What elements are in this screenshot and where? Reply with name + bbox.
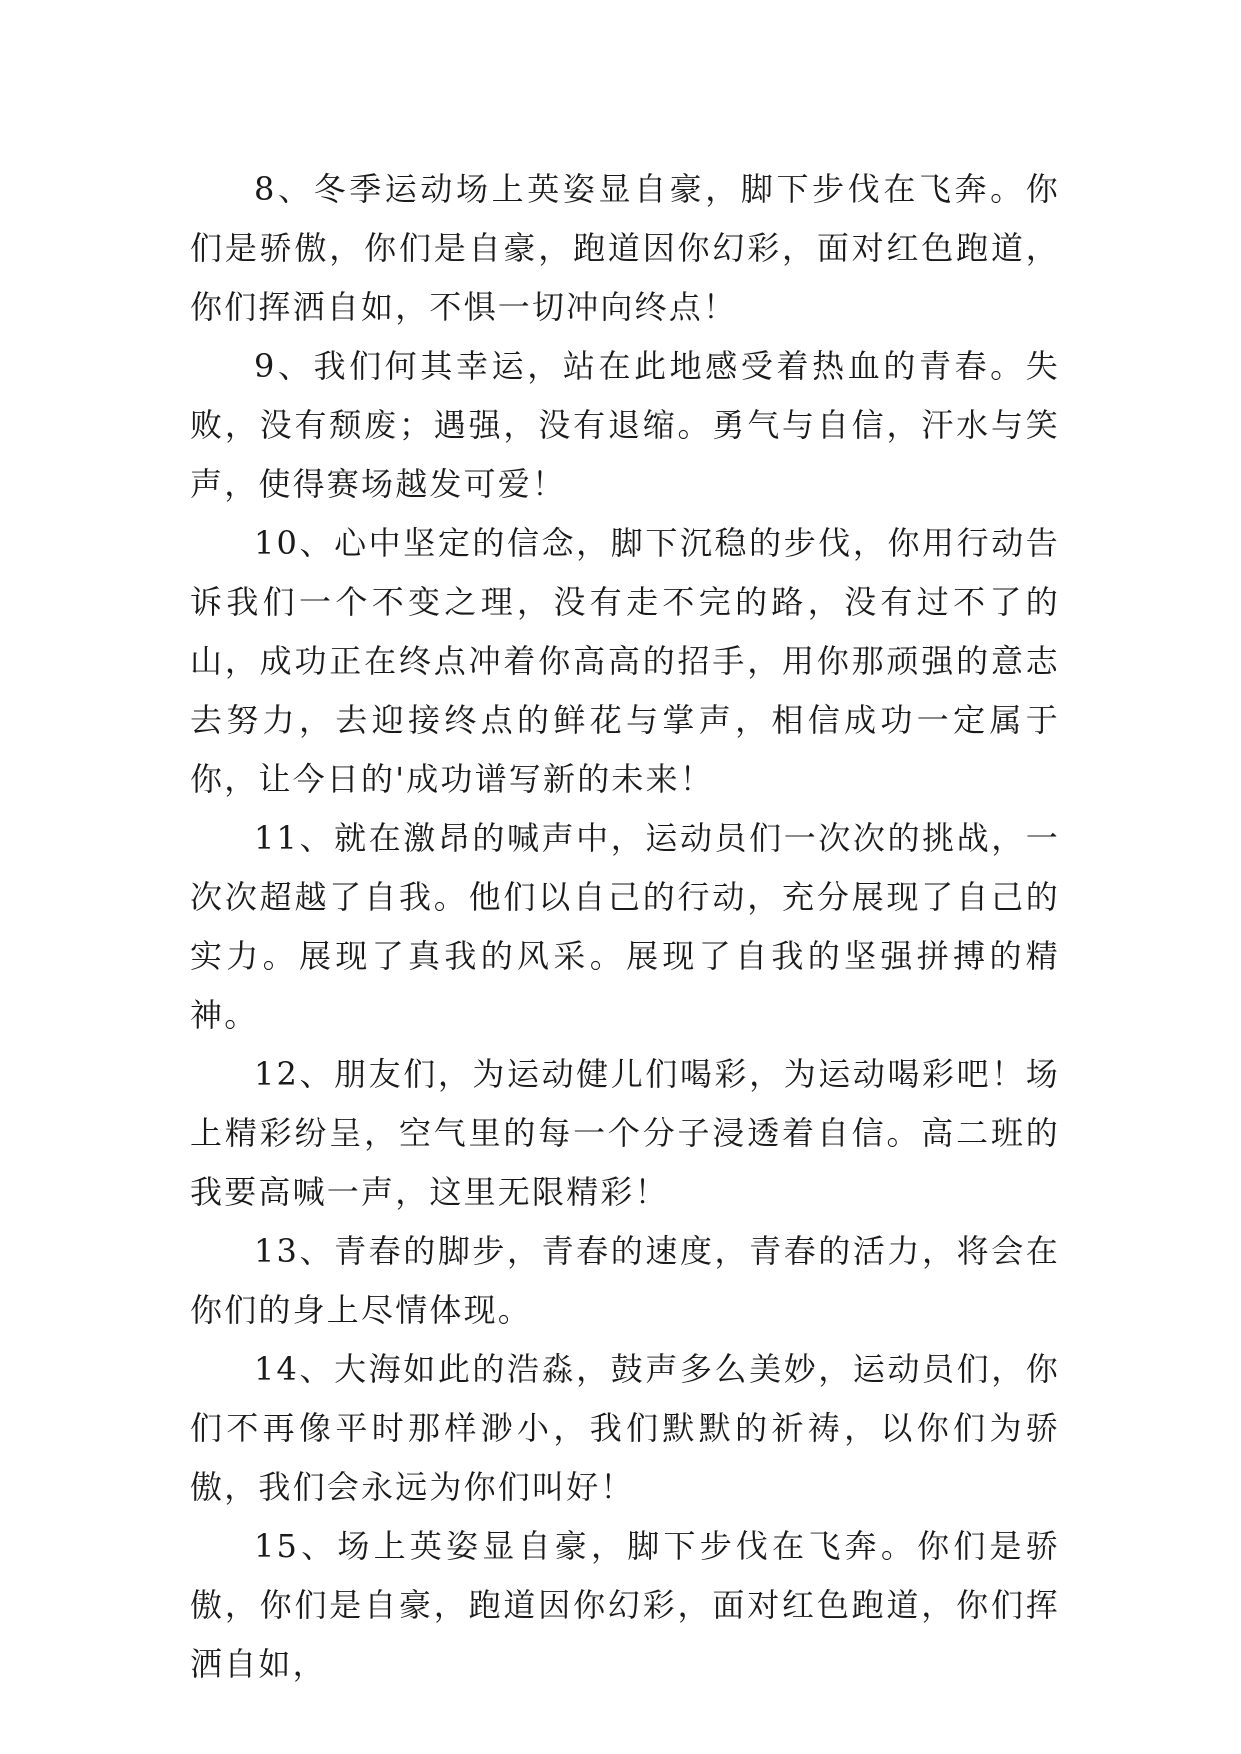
paragraph-9: 9、我们何其幸运，站在此地感受着热血的青春。失败，没有颓废；遇强，没有退缩。勇气与自信，汗水与笑声，使得赛场越发可爱！	[190, 347, 1060, 503]
paragraph-14: 14、大海如此的浩淼，鼓声多么美妙，运动员们，你们不再像平时那样渺小，我们默默的祈祷，以你们为骄傲，我们会永远为你们叫好！	[190, 1350, 1060, 1506]
paragraph-15: 15、场上英姿显自豪，脚下步伐在飞奔。你们是骄傲，你们是自豪，跑道因你幻彩，面对红色跑道，你们挥洒自如，	[190, 1527, 1060, 1683]
document-body	[190, 160, 1060, 1694]
paragraph-12: 12、朋友们，为运动健儿们喝彩，为运动喝彩吧！场上精彩纷呈，空气里的每一个分子浸透着自信。高二班的我要高喊一声，这里无限精彩！	[190, 1055, 1060, 1211]
paragraph-11: 11、就在激昂的喊声中，运动员们一次次的挑战，一次次超越了自我。他们以自己的行动，充分展现了自己的实力。展现了真我的风采。展现了自我的坚强拼搏的精神。	[190, 819, 1060, 1034]
paragraph-8: 8、冬季运动场上英姿显自豪，脚下步伐在飞奔。你们是骄傲，你们是自豪，跑道因你幻彩，面对红色跑道，你们挥洒自如，不惧一切冲向终点！	[190, 170, 1060, 326]
paragraph-10: 10、心中坚定的信念，脚下沉稳的步伐，你用行动告诉我们一个不变之理，没有走不完的路，没有过不了的山，成功正在终点冲着你高高的招手，用你那顽强的意志去努力，去迎接终点的鲜花与掌声，相信成功一定属于你，让今日的'成功谱写新的未来！	[190, 524, 1060, 798]
paragraph-13: 13、青春的脚步，青春的速度，青春的活力，将会在你们的身上尽情体现。	[190, 1232, 1060, 1329]
